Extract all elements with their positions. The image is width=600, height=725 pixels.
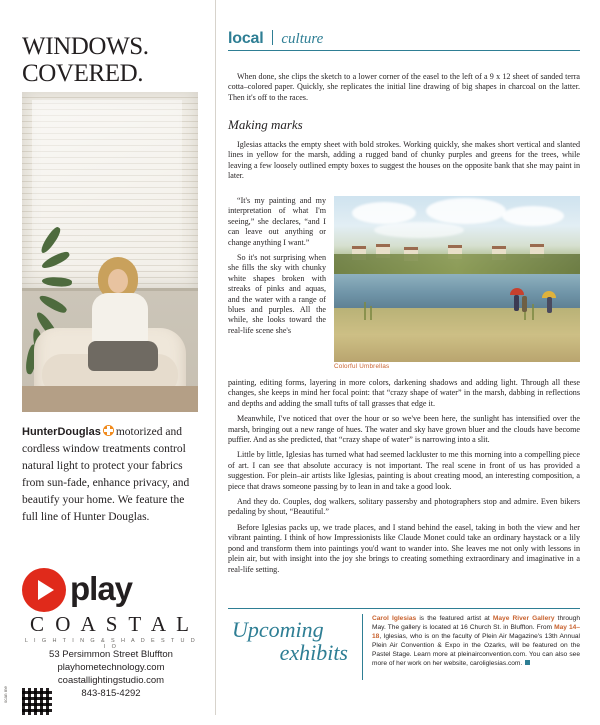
ad-headline [22, 33, 149, 87]
article-paragraph-6: And they do. Couples, dog walkers, solitary passersby and photographers stop and admire. Even bikers pedaling by shout, “Beautiful.” [228, 497, 580, 517]
column-divider [215, 0, 216, 725]
lead-paragraph: When done, she clips the sketch to a lower corner of the easel to the left of a 9 x 12 sheet of sanded terra cotta–colored paper. Quickly, she replicates the initial line drawing of big shapes in charcoal on the latter. Then it's off to the races. [228, 72, 580, 102]
ad-phone: 843-815-4292 [81, 688, 141, 699]
painting-image [334, 196, 580, 362]
face [108, 269, 128, 293]
article-paragraph-3-continued: painting, editing forms, layering in more colors, darkening shadows and adding light. Through all these changes, she keeps in mind her focal point: that “crazy shape of water” in the marsh, dabbing in reflections and depths and adding the small tufts of tall grasses that edge it. [228, 378, 580, 408]
painting-water [334, 274, 580, 308]
article-narrow-column [228, 196, 326, 341]
masthead-separator [272, 30, 273, 45]
exhibits-title-line1: Upcoming [232, 617, 324, 642]
article-paragraph-3: So it's not surprising when she fills the sky with chunky white shapes broken with streaks of pinks and aquas, and the water with a range of blues and purples. All the while, she looks toward the real-life scene she's [228, 253, 326, 335]
play-wordmark: play [70, 570, 133, 607]
article-paragraph-1-wrap [228, 140, 580, 187]
exhibits-title-line2: exhibits [279, 640, 348, 665]
ad-interior-photo [22, 92, 198, 412]
hunter-douglas-brand [22, 426, 101, 438]
article-paragraph-7: Before Iglesias packs up, we trade places, and I stand behind the easel, taking in both the view and her vibrant painting. I think of how Impressionists like Claude Monet could take an ordinary haystack or a lily pond and transform them into paintings you'd want to wander into. She leaves me not only with lessons in plein air, but with insight into the joy she brings to creating something extraordinary and imaginative in a real-life setting. [228, 522, 580, 574]
article-lead [228, 72, 580, 109]
painting-person-2 [522, 296, 527, 312]
masthead-section: culture [281, 31, 324, 47]
exhibits-text-6: , Iglesias, who is on the faculty of Plein Air Magazine's 13th Annual Plein Air Convention & Expo in the Ozarks, will be featured on the Pastel Stage. Learn more at pleinairconvention.com. You can also see more of her work on her website, caroliglesias.com. [372, 633, 580, 668]
exhibits-artist-name: Carol Iglesias [372, 615, 417, 622]
painting-person-3 [547, 297, 552, 313]
article-paragraph-4: Meanwhile, I've noticed that over the hour or so we've been here, the sunlight has intensified over the marsh, bringing out a new range of hues. The water and sky have grown bluer and the clouds have become puffier. And as she predicted, that “crazy shape of water” is narrowing into a slit. [228, 414, 580, 445]
painting-figure [334, 196, 580, 368]
person-on-sofa [78, 257, 164, 387]
play-logo[interactable] [22, 568, 200, 612]
hunter-douglas-name: HunterDouglas [22, 426, 101, 438]
figure-caption: Colorful Umbrellas [334, 363, 390, 368]
masthead-brand: local [228, 30, 264, 47]
page-footer [0, 715, 600, 725]
advertisement-panel [0, 0, 215, 725]
article-panel [228, 0, 580, 725]
ad-website-1[interactable]: playhometechnology.com [57, 662, 165, 673]
exhibits-dates: May 14–18 [372, 624, 580, 641]
article-subhead: Making marks [228, 117, 303, 132]
coastal-lighting-logo [22, 612, 200, 650]
ad-website-2[interactable]: coastallightingstudio.com [57, 675, 165, 686]
floor [22, 386, 198, 412]
masthead [228, 28, 323, 48]
article-paragraph-1: Iglesias attacks the empty sheet with bold strokes. Working quickly, she makes short vertical and slanted lines in yellow for the marsh, adding a rugged band of chunky purples and greens for the trees, while leaving a few loosely outlined empty boxes to suggest the houses on the opposite bank that she may paint in later. [228, 140, 580, 181]
ad-address: 53 Persimmon Street Bluffton [49, 649, 173, 660]
end-mark-icon [525, 660, 530, 665]
masthead-rule [228, 50, 580, 51]
exhibits-divider [362, 614, 363, 680]
sweater [92, 293, 148, 345]
play-triangle-icon [22, 568, 66, 612]
exhibits-text-2: is the featured artist at [416, 615, 493, 622]
ad-body-copy [22, 424, 194, 526]
ad-headline-line1: WINDOWS. [22, 33, 149, 60]
exhibits-text-4: through May. The gallery is located at 16 Church St. in Bluffton. From [372, 615, 580, 632]
painting-person-1 [514, 295, 519, 311]
coastal-tagline: L I G H T I N G & S H A D E S T U D I O [24, 638, 198, 650]
painting-umbrella-red [510, 288, 524, 295]
ad-headline-line2: COVERED. [22, 60, 144, 87]
pants [88, 341, 158, 371]
qr-caption: scan me [3, 686, 8, 704]
exhibits-gallery-name: Maye River Gallery [492, 615, 555, 622]
upcoming-exhibits-block [228, 608, 580, 688]
exhibits-text [372, 614, 580, 669]
hunter-douglas-logo-icon [103, 425, 114, 436]
painting-treeline [334, 254, 580, 274]
exhibits-top-rule [228, 608, 580, 609]
qr-code[interactable] [22, 688, 52, 718]
coastal-wordmark: C O A S T A L [30, 612, 192, 636]
article-paragraph-5: Little by little, Iglesias has turned what had seemed lackluster to me this morning into a compelling piece of art. I can see that absolute accuracy is not important. The real scene in front of us has provided a suggestion. For plein–air artists like Iglesias, painting is about creating mood, an interesting composition, a piece that draws someone passing by to lean in and take a good look. [228, 450, 580, 491]
article-body-continued [228, 378, 580, 580]
ad-body-text: motorized and cordless window treatments control natural light to protect your fabrics from sun-fade, enhance privacy, and beautify your home. We feature the full line of Hunter Douglas. [22, 426, 190, 523]
exhibits-title [232, 618, 356, 664]
article-paragraph-2: “It's my painting and my interpretation of what I'm seeing,” she declares, “and I can leave out anything or change anything I want.” [228, 196, 326, 247]
